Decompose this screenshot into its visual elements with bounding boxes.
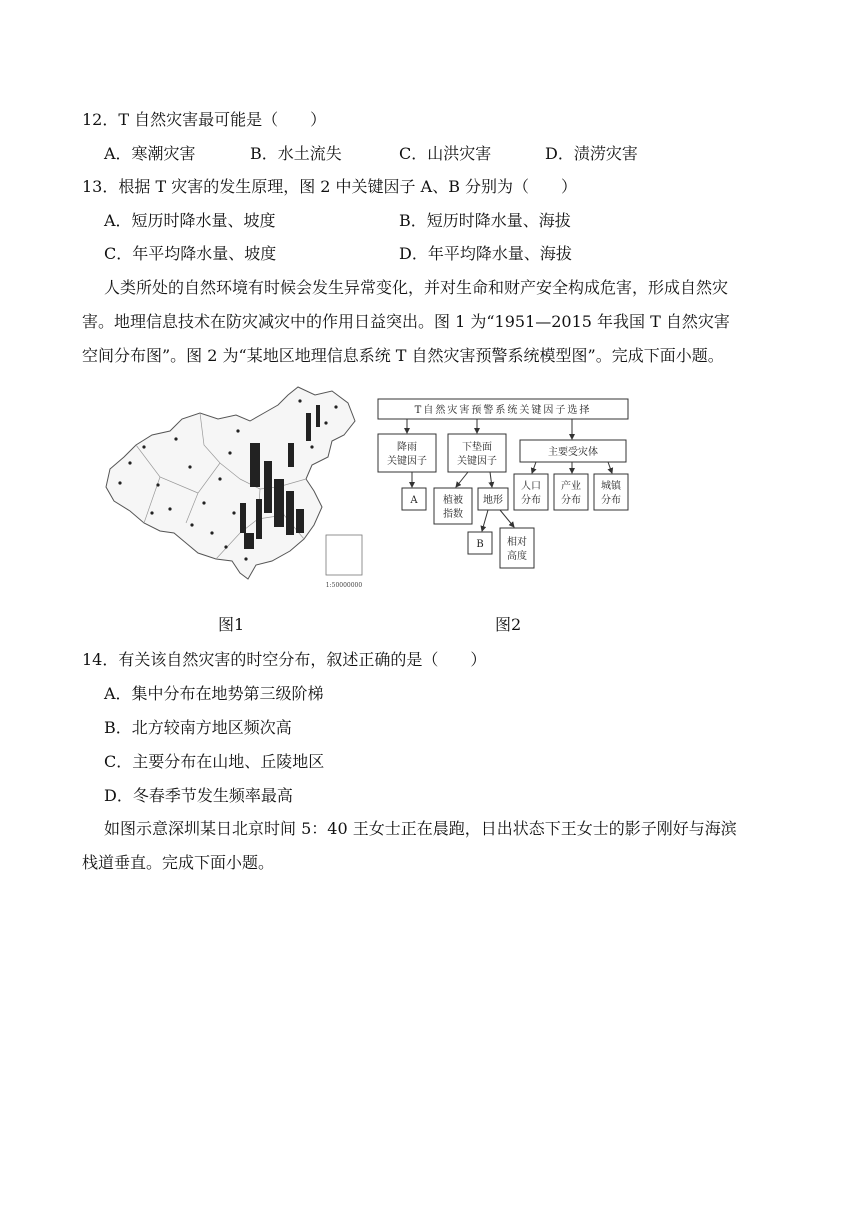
q12-option-a: A．寒潮灾害 [104, 144, 196, 163]
q13-option-b: B．短历时降水量、海拔 [399, 211, 571, 230]
q14-stem: 14．有关该自然灾害的时空分布，叙述正确的是（ ） [82, 650, 487, 669]
q12-option-c: C．山洪灾害 [399, 144, 492, 163]
south-sea-inset [326, 535, 362, 575]
pop-label-1: 人口 [521, 481, 541, 492]
q14-option-b: B．北方较南方地区频次高 [104, 718, 292, 737]
passage2-line-1: 如图示意深圳某日北京时间 5：40 王女士正在晨跑，日出状态下王女士的影子刚好与海滨 [104, 819, 737, 838]
q13-stem: 13．根据 T 灾害的发生原理，图 2 中关键因子 A、B 分别为（ ） [82, 177, 578, 196]
b-label: B [476, 539, 484, 550]
ind-label-1: 产业 [561, 481, 581, 492]
top-label: T自然灾害预警系统关键因子选择 [414, 405, 592, 416]
figure2-caption: 图2 [495, 615, 522, 634]
rain-label-1: 降雨 [397, 442, 417, 453]
q14-option-c: C．主要分布在山地、丘陵地区 [104, 752, 325, 771]
figure2-diagram [372, 392, 634, 577]
passage2-line-2: 栈道垂直。完成下面小题。 [82, 853, 275, 872]
rain-label-2: 关键因子 [387, 456, 427, 467]
q13-option-a: A．短历时降水量、坡度 [104, 211, 276, 230]
veg-label-2: 指数 [443, 509, 463, 520]
rel-label-1: 相对 [507, 537, 527, 548]
rel-box [500, 528, 534, 568]
passage1-line-2: 害。地理信息技术在防灾减灾中的作用日益突出。图 1 为“1951—2015 年我国 T 自然灾害 [82, 312, 730, 331]
q14-option-d: D．冬春季节发生频率最高 [104, 786, 293, 805]
a-label: A [410, 495, 418, 506]
terrain-label: 地形 [483, 495, 503, 506]
town-label-1: 城镇 [601, 481, 621, 492]
bearer-label: 主要受灾体 [548, 447, 598, 458]
pop-label-2: 分布 [521, 495, 541, 506]
surface-label-2: 关键因子 [457, 456, 497, 467]
veg-label-1: 植被 [443, 495, 463, 506]
passage1-line-3: 空间分布图”。图 2 为“某地区地理信息系统 T 自然灾害预警系统模型图”。完成下面小题。 [82, 346, 724, 365]
rel-label-2: 高度 [507, 551, 527, 562]
q12-option-b: B．水土流失 [250, 144, 342, 163]
surface-label-1: 下垫面 [462, 442, 492, 453]
q12-stem: 12．T 自然灾害最可能是（ ） [82, 110, 327, 129]
ind-label-2: 分布 [561, 495, 581, 506]
figure1-scale-note: 1:50000000 [325, 582, 363, 589]
figure1-caption: 图1 [218, 615, 245, 634]
q13-option-d: D．年平均降水量、海拔 [399, 244, 572, 263]
town-label-2: 分布 [601, 495, 621, 506]
figure1-map [100, 383, 365, 593]
passage1-line-1: 人类所处的自然环境有时候会发生异常变化，并对生命和财产安全构成危害，形成自然灾 [104, 278, 729, 297]
q13-option-c: C．年平均降水量、坡度 [104, 244, 277, 263]
q12-option-d: D．渍涝灾害 [545, 144, 638, 163]
q14-option-a: A．集中分布在地势第三级阶梯 [104, 684, 324, 703]
